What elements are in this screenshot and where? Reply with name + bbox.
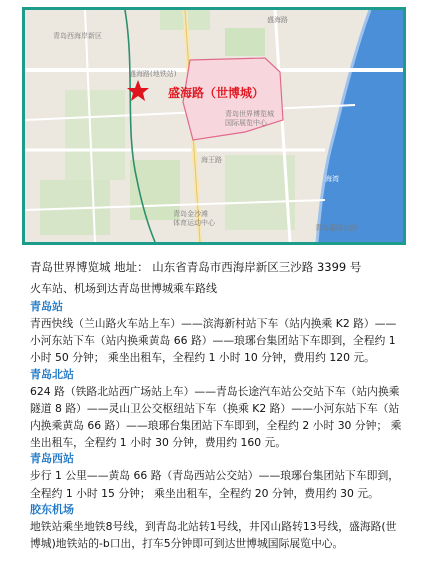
- map-label-golden-beach: 青岛金沙滩: [173, 210, 208, 218]
- section-text-jiaodong-airport: 地铁站乘坐地铁8号线，到青岛北站转1号线，井冈山路转13号线，盛海路(世博城)地铁站的-b口出，打车5分钟即可到达世博城国际展览中心。: [30, 519, 397, 551]
- section-heading-qingdao-west: 青岛西站: [30, 452, 74, 466]
- route-subtitle: 火车站、机场到达青岛世博城乘车路线: [30, 282, 217, 295]
- map-label-top-right: 盛海路: [267, 16, 288, 24]
- map-label-road: 海王路: [201, 156, 222, 164]
- map-label-park: 青岛嘉园公园: [315, 224, 357, 232]
- document-body: [30, 258, 406, 552]
- section-text-qingdao-north: 624 路（铁路北站西广场站上车）——青岛长途汽车站公交站下车（站内换乘隧道 8 路）——灵山卫公交枢纽站下车（换乘 K2 路）——小河东站下车（站内换乘黄岛 66 路）——琅琊台集团站下车即到，全程约 2 小时 30 分钟； 乘坐出租车，全程约 1 小时 30 分钟，费用约 160 元。: [30, 384, 402, 450]
- section-heading-qingdao-north: 青岛北站: [30, 367, 74, 381]
- venue-address: 青岛世界博览城 地址： 山东省青岛市西海岸新区三沙路 3399 号: [30, 260, 362, 274]
- map-label-exhibition: 国际展览中心: [225, 119, 267, 127]
- map-label-sports-center: 体育运动中心: [173, 219, 215, 227]
- map-image: [22, 7, 406, 245]
- map-label-top-left: 青岛西海岸新区: [53, 32, 102, 40]
- map-label-venue: 青岛世界博览城: [225, 110, 274, 118]
- section-text-qingdao-station: 青西快线（兰山路火车站上车）——滨海新村站下车（站内换乘 K2 路）——小河东站下车（站内换乘黄岛 66 路）——琅琊台集团站下车即到，全程约 1 小时 50 分钟； 乘坐出租车，全程约 1 小时 10 分钟，费用约 120 元。: [30, 317, 397, 365]
- section-text-qingdao-west: 步行 1 公里——黄岛 66 路（青岛西站公交站）——琅琊台集团站下车即到，全程约 1 小时 15 分钟； 乘坐出租车，全程约 20 分钟，费用约 30 元。: [30, 469, 400, 500]
- map-label-bay: 海湾: [325, 175, 339, 183]
- map-graphic: [25, 10, 403, 242]
- section-heading-qingdao-station: 青岛站: [30, 300, 63, 313]
- map-label-metro-station: 盛海路(地铁站): [129, 70, 177, 78]
- map-marker-label: 盛海路（世博城）: [168, 86, 265, 100]
- section-heading-jiaodong-airport: 胶东机场: [30, 502, 74, 516]
